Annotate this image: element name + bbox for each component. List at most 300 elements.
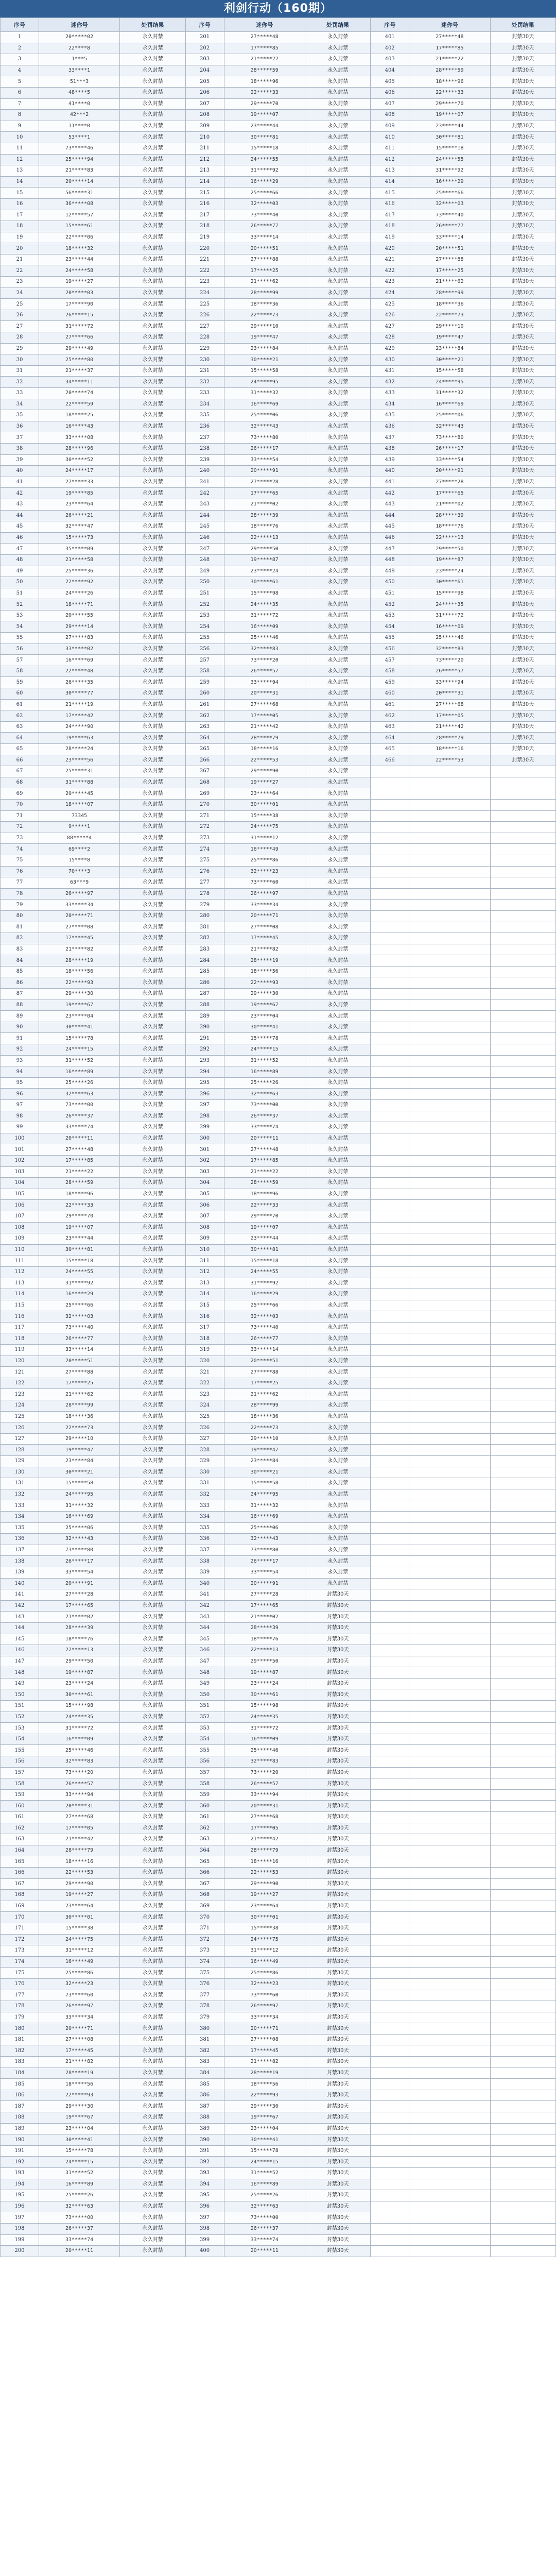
table-row (1, 332, 556, 344)
cell-seq (371, 1545, 409, 1556)
cell-account: 29*****70 (39, 1211, 119, 1222)
cell-seq: 201 (185, 32, 224, 43)
cell-result (490, 2012, 555, 2023)
cell-account: 15****8 (39, 855, 119, 866)
cell-result (490, 900, 555, 911)
cell-seq: 290 (185, 1022, 224, 1033)
cell-result: 永久封禁 (305, 1122, 370, 1133)
cell-account: 29*****50 (224, 1656, 305, 1667)
table-row (1, 1445, 556, 1456)
cell-result: 永久封禁 (120, 1422, 185, 1434)
cell-seq: 363 (185, 1834, 224, 1845)
cell-result: 封禁30天 (305, 2157, 370, 2168)
cell-result: 封禁30天 (305, 1600, 370, 1612)
cell-result (490, 1789, 555, 1801)
cell-result: 永久封禁 (120, 1066, 185, 1078)
cell-result: 永久封禁 (120, 643, 185, 655)
table-row (1, 43, 556, 54)
cell-seq: 85 (1, 966, 39, 977)
cell-account (409, 2045, 490, 2057)
cell-result: 永久封禁 (120, 1166, 185, 1178)
cell-account: 24*****15 (39, 2157, 119, 2168)
cell-seq: 302 (185, 1155, 224, 1166)
cell-account: 36*****08 (39, 198, 119, 210)
cell-account (409, 2057, 490, 2068)
cell-seq: 76 (1, 866, 39, 877)
cell-result: 封禁30天 (305, 1878, 370, 1890)
cell-seq: 100 (1, 1133, 39, 1144)
cell-account: 33****1 (39, 65, 119, 76)
cell-seq: 61 (1, 699, 39, 710)
cell-result: 永久封禁 (305, 198, 370, 210)
cell-result: 永久封禁 (305, 377, 370, 388)
cell-result (490, 1389, 555, 1400)
cell-seq (371, 1567, 409, 1578)
cell-account: 32*****43 (409, 421, 490, 432)
cell-seq: 465 (371, 744, 409, 755)
cell-seq: 185 (1, 2079, 39, 2090)
cell-result (490, 1178, 555, 1189)
cell-seq: 206 (185, 87, 224, 98)
cell-result: 永久封禁 (120, 833, 185, 844)
cell-result: 永久封禁 (305, 176, 370, 188)
cell-seq: 404 (371, 65, 409, 76)
cell-account: 30*****81 (224, 1244, 305, 1256)
cell-result: 永久封禁 (305, 454, 370, 466)
cell-seq: 318 (185, 1333, 224, 1345)
cell-result: 封禁30天 (305, 1767, 370, 1778)
cell-result: 永久封禁 (120, 1266, 185, 1278)
cell-account (409, 2001, 490, 2012)
cell-result: 永久封禁 (305, 1333, 370, 1345)
cell-account: 20*****55 (39, 610, 119, 621)
cell-result (490, 1200, 555, 1211)
table-row (1, 1155, 556, 1166)
cell-result: 永久封禁 (305, 1511, 370, 1522)
cell-seq: 203 (185, 54, 224, 65)
cell-seq: 218 (185, 221, 224, 232)
table-row (1, 1222, 556, 1233)
cell-seq: 40 (1, 466, 39, 477)
cell-result: 永久封禁 (120, 554, 185, 566)
cell-result (490, 2079, 555, 2090)
cell-seq: 280 (185, 910, 224, 922)
cell-seq: 59 (1, 677, 39, 688)
cell-result: 永久封禁 (305, 287, 370, 299)
cell-account: 25*****86 (39, 1968, 119, 1979)
table-row (1, 566, 556, 577)
cell-result: 永久封禁 (120, 432, 185, 444)
cell-result (490, 810, 555, 822)
cell-result: 永久封禁 (120, 343, 185, 354)
cell-seq (371, 1244, 409, 1256)
cell-account: 23*****84 (224, 1456, 305, 1467)
cell-result (490, 2023, 555, 2035)
cell-seq: 86 (1, 977, 39, 989)
cell-result: 永久封禁 (305, 910, 370, 922)
cell-seq: 292 (185, 1044, 224, 1056)
cell-account: 33*****74 (39, 2234, 119, 2246)
table-row (1, 777, 556, 788)
cell-seq: 102 (1, 1155, 39, 1166)
cell-result: 永久封禁 (120, 588, 185, 599)
cell-seq: 213 (185, 165, 224, 177)
cell-account: 17*****25 (39, 1378, 119, 1389)
cell-result (490, 888, 555, 900)
cell-account: 16*****29 (224, 1289, 305, 1300)
cell-account: 19*****85 (39, 488, 119, 499)
cell-result: 永久封禁 (305, 188, 370, 199)
cell-account: 33*****94 (409, 677, 490, 688)
cell-account: 26*****57 (409, 666, 490, 677)
cell-account (409, 1756, 490, 1768)
cell-result (490, 1133, 555, 1144)
cell-result: 永久封禁 (120, 1111, 185, 1122)
cell-seq: 75 (1, 855, 39, 866)
cell-result: 永久封禁 (305, 121, 370, 132)
cell-result: 永久封禁 (305, 643, 370, 655)
cell-account: 28*****39 (224, 510, 305, 521)
cell-result: 永久封禁 (120, 1701, 185, 1712)
cell-seq (371, 1745, 409, 1756)
cell-result (490, 910, 555, 922)
cell-seq (371, 2067, 409, 2079)
cell-seq (371, 888, 409, 900)
cell-result (490, 1433, 555, 1445)
cell-result: 永久封禁 (120, 377, 185, 388)
cell-seq: 400 (185, 2246, 224, 2257)
cell-seq (371, 1322, 409, 1333)
cell-seq: 271 (185, 810, 224, 822)
cell-account: 26*****97 (224, 888, 305, 900)
cell-account: 30*****61 (224, 577, 305, 588)
cell-result (490, 2179, 555, 2190)
cell-seq: 330 (185, 1467, 224, 1478)
cell-seq (371, 1200, 409, 1211)
cell-account: 30*****41 (224, 2134, 305, 2146)
cell-account: 20*****91 (224, 466, 305, 477)
cell-account: 17*****65 (224, 488, 305, 499)
cell-seq: 458 (371, 666, 409, 677)
table-row (1, 198, 556, 210)
cell-account (409, 2101, 490, 2112)
cell-account: 32*****43 (39, 1534, 119, 1545)
cell-account: 19*****27 (224, 777, 305, 788)
cell-result: 永久封禁 (120, 1834, 185, 1845)
cell-result: 永久封禁 (305, 677, 370, 688)
cell-account (409, 799, 490, 810)
cell-account: 15*****58 (39, 1478, 119, 1489)
cell-account: 25*****06 (224, 1522, 305, 1534)
cell-result: 永久封禁 (120, 1789, 185, 1801)
cell-result: 永久封禁 (120, 989, 185, 1000)
cell-result: 永久封禁 (120, 521, 185, 533)
cell-seq (371, 1077, 409, 1089)
cell-account: 18*****96 (409, 76, 490, 88)
cell-account (409, 1778, 490, 1790)
cell-account (409, 900, 490, 911)
cell-result: 永久封禁 (305, 1489, 370, 1500)
cell-seq: 247 (185, 544, 224, 555)
table-row (1, 1845, 556, 1856)
cell-seq: 138 (1, 1556, 39, 1567)
cell-account: 23*****24 (409, 566, 490, 577)
cell-seq: 120 (1, 1355, 39, 1367)
cell-account: 33*****54 (224, 1567, 305, 1578)
cell-seq: 183 (1, 2057, 39, 2068)
cell-seq: 423 (371, 277, 409, 288)
cell-seq: 301 (185, 1144, 224, 1156)
cell-account (409, 1266, 490, 1278)
cell-seq (371, 1678, 409, 1689)
cell-account: 23*****24 (39, 1678, 119, 1689)
cell-account (409, 1033, 490, 1044)
cell-result: 永久封禁 (305, 1556, 370, 1567)
table-row (1, 1311, 556, 1323)
cell-result: 永久封禁 (120, 655, 185, 666)
cell-account: 31*****52 (224, 2168, 305, 2179)
cell-account: 73345 (39, 810, 119, 822)
table-row (1, 733, 556, 744)
cell-result: 永久封禁 (120, 198, 185, 210)
cell-seq: 371 (185, 1923, 224, 1934)
cell-account: 32*****03 (409, 198, 490, 210)
cell-account: 22*****13 (409, 532, 490, 544)
cell-result: 永久封禁 (120, 2179, 185, 2190)
cell-seq: 143 (1, 1612, 39, 1623)
cell-result: 永久封禁 (120, 566, 185, 577)
cell-result: 永久封禁 (120, 1044, 185, 1056)
cell-result: 永久封禁 (120, 1345, 185, 1356)
table-row (1, 1856, 556, 1868)
cell-account: 23*****64 (39, 499, 119, 510)
cell-account: 16*****09 (39, 1734, 119, 1745)
cell-seq (371, 2145, 409, 2157)
cell-result: 永久封禁 (305, 922, 370, 933)
cell-seq: 228 (185, 332, 224, 344)
cell-seq (371, 1634, 409, 1645)
cell-result (490, 1545, 555, 1556)
cell-result: 永久封禁 (120, 1311, 185, 1323)
cell-account: 17*****25 (224, 265, 305, 277)
cell-account (409, 1467, 490, 1478)
cell-account: 30*****21 (39, 1467, 119, 1478)
cell-account (409, 966, 490, 977)
cell-result: 永久封禁 (305, 1133, 370, 1144)
cell-account: 32*****23 (224, 866, 305, 877)
cell-seq: 9 (1, 121, 39, 132)
cell-account (409, 1322, 490, 1333)
table-row (1, 1701, 556, 1712)
cell-account: 28*****99 (224, 287, 305, 299)
cell-account: 73*****60 (39, 1990, 119, 2001)
cell-result: 永久封禁 (120, 354, 185, 366)
cell-result (490, 1278, 555, 1289)
cell-seq: 48 (1, 554, 39, 566)
cell-result (490, 844, 555, 855)
cell-seq: 72 (1, 822, 39, 833)
cell-account (409, 1489, 490, 1500)
cell-account (409, 1845, 490, 1856)
cell-result (490, 1111, 555, 1122)
cell-account: 31*****32 (39, 1500, 119, 1512)
cell-account: 73*****40 (39, 1322, 119, 1333)
cell-account (409, 1711, 490, 1723)
table-row (1, 1678, 556, 1689)
table-row (1, 1934, 556, 1945)
cell-result: 封禁30天 (305, 1667, 370, 1679)
cell-seq: 172 (1, 1934, 39, 1945)
cell-account: 28*****19 (224, 2067, 305, 2079)
cell-account: 31*****92 (224, 165, 305, 177)
cell-seq (371, 1178, 409, 1189)
cell-seq: 385 (185, 2079, 224, 2090)
cell-account: 20*****31 (409, 688, 490, 700)
cell-result (490, 1066, 555, 1078)
cell-result: 永久封禁 (120, 1189, 185, 1200)
cell-account: 32*****63 (39, 1089, 119, 1100)
cell-result: 永久封禁 (120, 621, 185, 633)
cell-account: 24*****75 (224, 822, 305, 833)
cell-seq: 20 (1, 243, 39, 255)
cell-seq: 438 (371, 443, 409, 454)
header-result: 处罚结果 (490, 18, 555, 32)
table-row (1, 1511, 556, 1522)
cell-account: 19*****47 (224, 1445, 305, 1456)
cell-account: 19*****07 (224, 110, 305, 121)
cell-account: 28*****59 (409, 65, 490, 76)
cell-seq: 173 (1, 1945, 39, 1957)
cell-account: 21*****58 (39, 554, 119, 566)
cell-seq (371, 1333, 409, 1345)
cell-result: 封禁30天 (490, 410, 555, 421)
cell-result: 永久封禁 (120, 544, 185, 555)
cell-result: 永久封禁 (305, 999, 370, 1011)
cell-result: 封禁30天 (490, 744, 555, 755)
cell-result: 永久封禁 (305, 143, 370, 154)
cell-seq: 147 (1, 1656, 39, 1667)
cell-account: 34*****11 (39, 377, 119, 388)
cell-account: 23*****24 (224, 1678, 305, 1689)
cell-seq: 322 (185, 1378, 224, 1389)
cell-account: 27*****48 (409, 32, 490, 43)
cell-result: 永久封禁 (120, 421, 185, 432)
table-row (1, 621, 556, 633)
cell-account (409, 1945, 490, 1957)
cell-account: 28*****79 (409, 733, 490, 744)
cell-result: 永久封禁 (120, 699, 185, 710)
table-row (1, 1878, 556, 1890)
cell-seq: 295 (185, 1077, 224, 1089)
cell-seq (371, 989, 409, 1000)
cell-seq: 238 (185, 443, 224, 454)
cell-result: 永久封禁 (305, 1478, 370, 1489)
cell-result: 永久封禁 (120, 1322, 185, 1333)
cell-seq: 309 (185, 1233, 224, 1245)
table-row (1, 1956, 556, 1968)
cell-seq: 236 (185, 421, 224, 432)
cell-account: 17*****05 (409, 710, 490, 722)
cell-seq (371, 1467, 409, 1478)
cell-account: 27*****48 (224, 1144, 305, 1156)
cell-account: 32*****83 (224, 1756, 305, 1768)
cell-account (409, 1934, 490, 1945)
cell-seq: 461 (371, 699, 409, 710)
cell-account: 27*****66 (39, 332, 119, 344)
cell-result: 封禁30天 (305, 1778, 370, 1790)
table-row (1, 1689, 556, 1701)
table-row (1, 1912, 556, 1923)
cell-seq: 200 (1, 2246, 39, 2257)
cell-result: 封禁30天 (305, 2123, 370, 2134)
cell-seq: 209 (185, 121, 224, 132)
table-row (1, 2212, 556, 2224)
cell-result: 封禁30天 (305, 1990, 370, 2001)
cell-result (490, 1256, 555, 1267)
cell-result: 永久封禁 (305, 1534, 370, 1545)
cell-result: 永久封禁 (120, 1222, 185, 1233)
cell-seq: 450 (371, 577, 409, 588)
cell-account: 31*****32 (224, 388, 305, 399)
cell-seq: 84 (1, 955, 39, 967)
cell-account: 20*****31 (224, 688, 305, 700)
table-row (1, 1823, 556, 1834)
cell-seq: 234 (185, 399, 224, 410)
cell-result: 封禁30天 (490, 321, 555, 332)
cell-result: 永久封禁 (305, 165, 370, 177)
cell-result: 封禁30天 (490, 388, 555, 399)
table-row (1, 1456, 556, 1467)
table-row (1, 1467, 556, 1478)
cell-seq (371, 1122, 409, 1133)
cell-result: 永久封禁 (305, 154, 370, 165)
cell-seq (371, 1411, 409, 1422)
cell-seq (371, 2168, 409, 2179)
cell-account: 20*****03 (39, 287, 119, 299)
table-row (1, 1433, 556, 1445)
cell-result: 封禁30天 (490, 466, 555, 477)
table-row (1, 1389, 556, 1400)
cell-account: 35*****09 (39, 544, 119, 555)
cell-seq: 253 (185, 610, 224, 621)
cell-result (490, 1912, 555, 1923)
cell-seq: 159 (1, 1789, 39, 1801)
cell-account: 15*****61 (39, 221, 119, 232)
cell-account (409, 1189, 490, 1200)
cell-account: 31*****72 (39, 1723, 119, 1734)
cell-result: 永久封禁 (120, 1812, 185, 1823)
cell-account: 25*****66 (409, 188, 490, 199)
cell-account: 73*****40 (224, 210, 305, 221)
cell-account: 24*****35 (409, 599, 490, 611)
cell-result (490, 1300, 555, 1311)
cell-seq: 401 (371, 32, 409, 43)
cell-account (409, 1522, 490, 1534)
cell-result: 封禁30天 (305, 2101, 370, 2112)
cell-result (490, 1044, 555, 1056)
cell-result (490, 999, 555, 1011)
cell-seq: 229 (185, 343, 224, 354)
cell-account (409, 1445, 490, 1456)
cell-seq: 112 (1, 1266, 39, 1278)
cell-seq: 442 (371, 488, 409, 499)
cell-seq (371, 2223, 409, 2234)
cell-result: 永久封禁 (305, 1233, 370, 1245)
cell-seq (371, 1878, 409, 1890)
cell-seq (371, 866, 409, 877)
cell-seq: 156 (1, 1756, 39, 1768)
cell-seq: 426 (371, 310, 409, 321)
